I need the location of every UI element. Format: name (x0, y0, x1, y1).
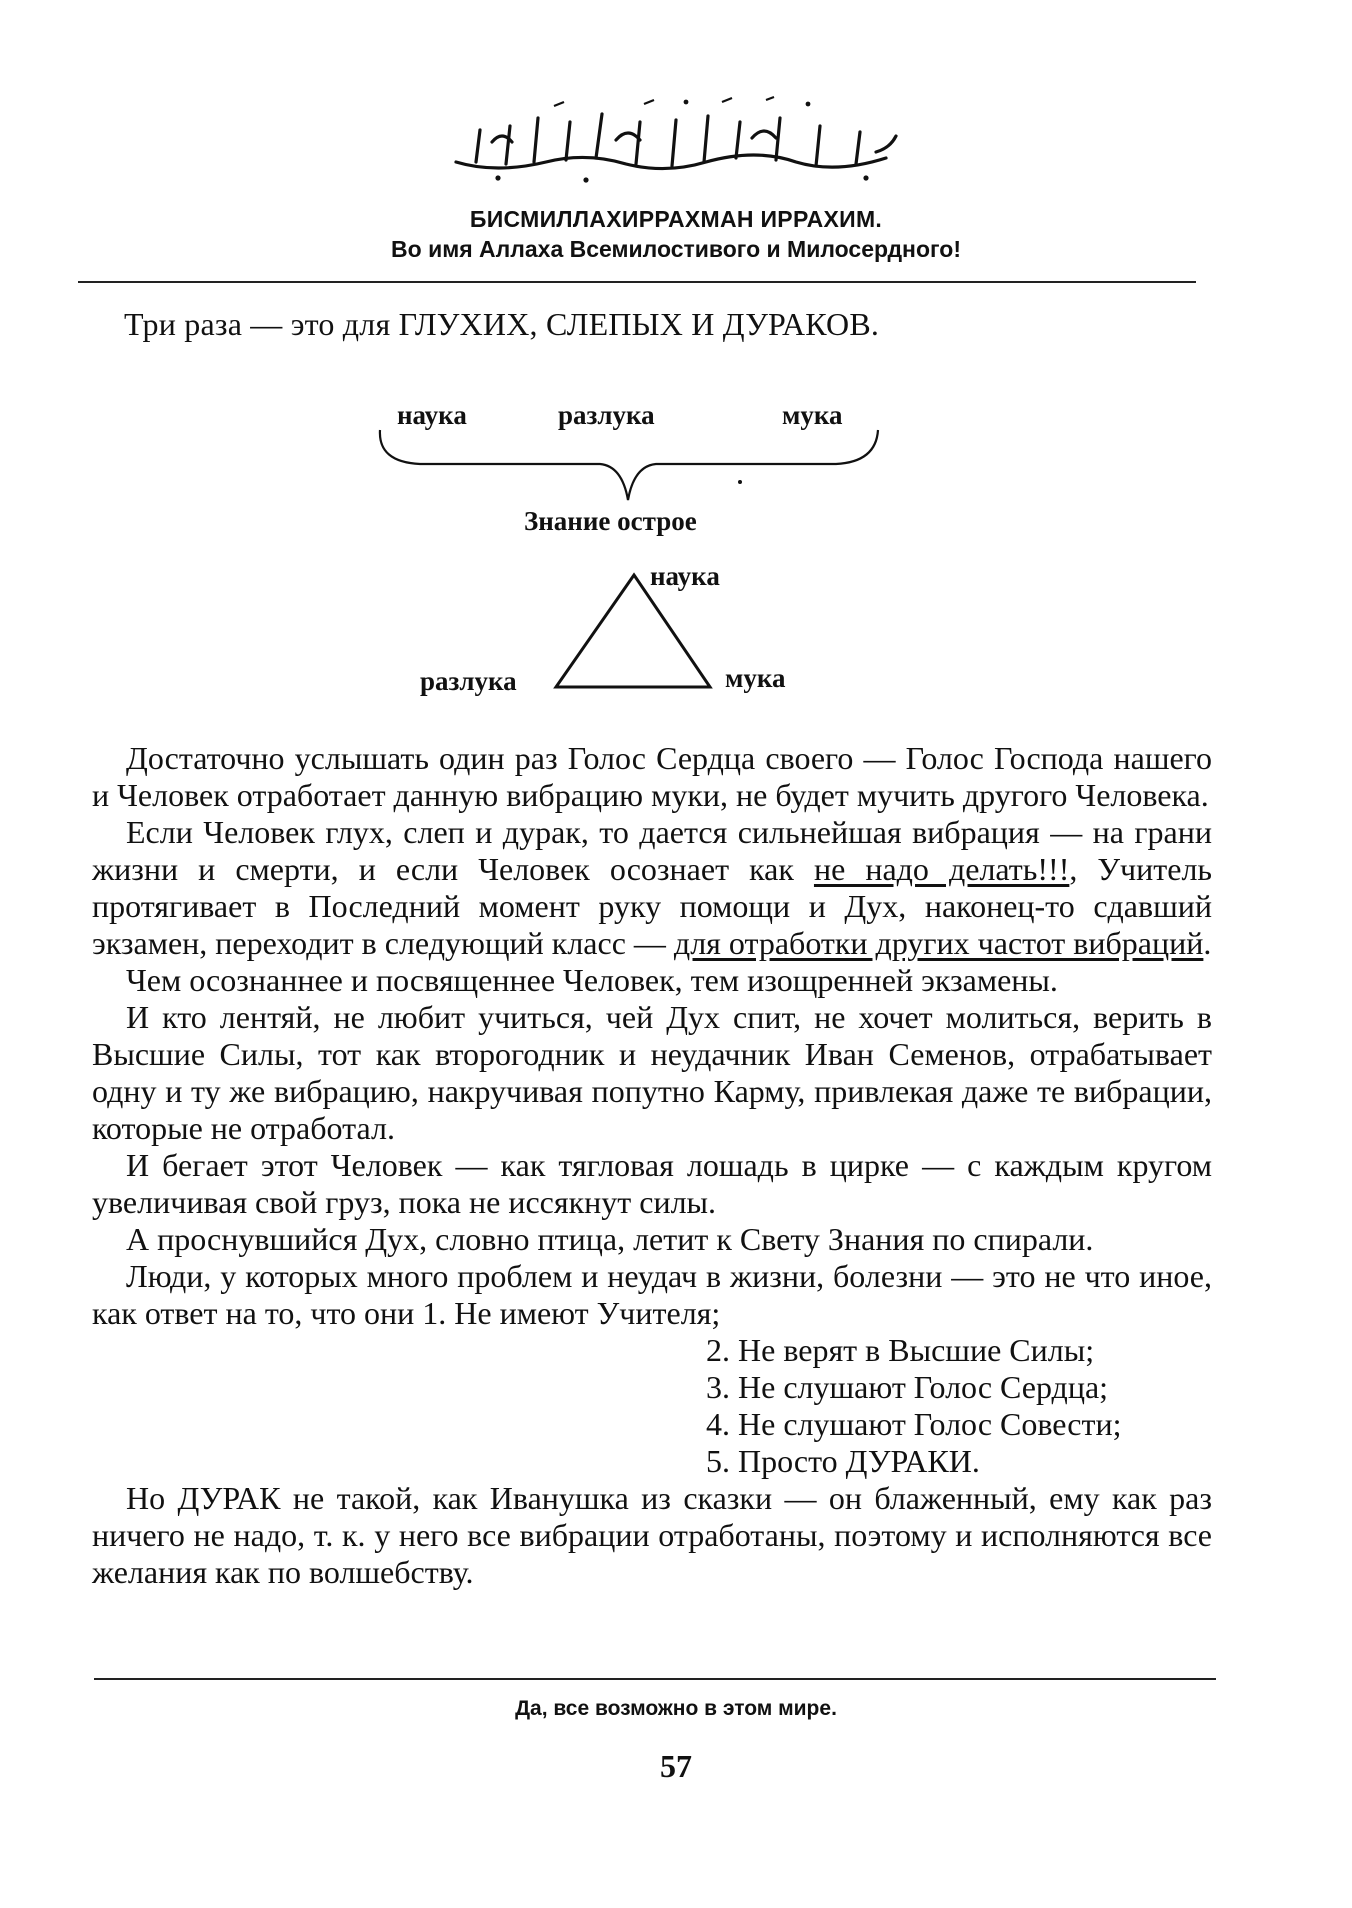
paragraph: И бегает этот Человек — как тягловая лошадь в цирке — с каждым кругом увеличивая свой груз, пока не иссякнут силы. (92, 1147, 1212, 1220)
brace-word-muka: мука (782, 400, 843, 430)
page-number: 57 (660, 1748, 692, 1784)
brace-word-nauka: наука (397, 400, 467, 430)
paragraph: Люди, у которых много проблем и неудач в жизни, болезни — это не что иное, как ответ на то, что они 1. Не имеют Учителя; (92, 1258, 1212, 1331)
triangle-label-top: наука (650, 561, 720, 591)
footer-note: Да, все возможно в этом мире. (515, 1697, 837, 1720)
brace-result: Знание острое (524, 506, 697, 536)
paragraph (92, 814, 1212, 962)
paragraph-text: , Учитель протягивает в Последний момент руку помощи и Дух, наконец-то сдавший экзамен, переходит в следующий класс — (92, 851, 1213, 961)
list-item: 4. Не слушают Голос Совести; (706, 1406, 1122, 1442)
list-item: 5. Просто ДУРАКИ. (706, 1443, 980, 1479)
list-item: 3. Не слушают Голос Сердца; (706, 1369, 1109, 1405)
footer-divider (94, 1678, 1216, 1680)
paragraph-text: . (1203, 925, 1212, 961)
reasons-list (706, 1332, 1212, 1480)
underlined-phrase: не надо делать!!! (813, 851, 1070, 887)
bismillah-transliteration: БИСМИЛЛАХИРРАХМАН ИРРАХИМ. (469, 206, 883, 232)
paragraph: А проснувшийся Дух, словно птица, летит к Свету Знания по спирали. (126, 1221, 1094, 1257)
bismillah-translation: Во имя Аллаха Всемилостивого и Милосердного! (391, 236, 961, 262)
diagram-graphics (0, 0, 1352, 760)
brace-word-razluka: разлука (558, 400, 655, 430)
lead-line: Три раза — это для ГЛУХИХ, СЛЕПЫХ И ДУРАКОВ. (124, 306, 880, 342)
curly-brace (380, 430, 878, 500)
paragraph: И кто лентяй, не любит учиться, чей Дух спит, не хочет молиться, верить в Высшие Силы, тот как второгодник и неудачник Иван Семенов, отрабатывает одну и ту же вибрацию, накручивая попутно Карму, привлекая даже те вибрации, которые не отработал. (92, 999, 1212, 1146)
triangle-label-right: мука (725, 663, 786, 693)
triangle-label-left: разлука (420, 666, 517, 696)
underlined-phrase: для отработки других частот вибраций (673, 925, 1204, 961)
list-item: 2. Не верят в Высшие Силы; (706, 1332, 1095, 1368)
paragraph: Но ДУРАК не такой, как Иванушка из сказки — он блаженный, ему как раз ничего не надо, т. к. у него все вибрации отработаны, поэтому и исполняются все желания как по волшебству. (92, 1480, 1212, 1590)
paragraph: Достаточно услышать один раз Голос Сердца своего — Голос Господа нашего и Человек отработает данную вибрацию муки, не будет мучить другого Человека. (92, 740, 1212, 813)
paragraph: Чем осознаннее и посвященнее Человек, тем изощренней экзамены. (126, 962, 1058, 998)
body-text (92, 740, 1212, 1591)
paragraph-text: Если Человек глух, слеп и дурак, то дается сильнейшая вибрация — на грани жизни и смерти, и если Человек осознает как (92, 814, 1212, 887)
